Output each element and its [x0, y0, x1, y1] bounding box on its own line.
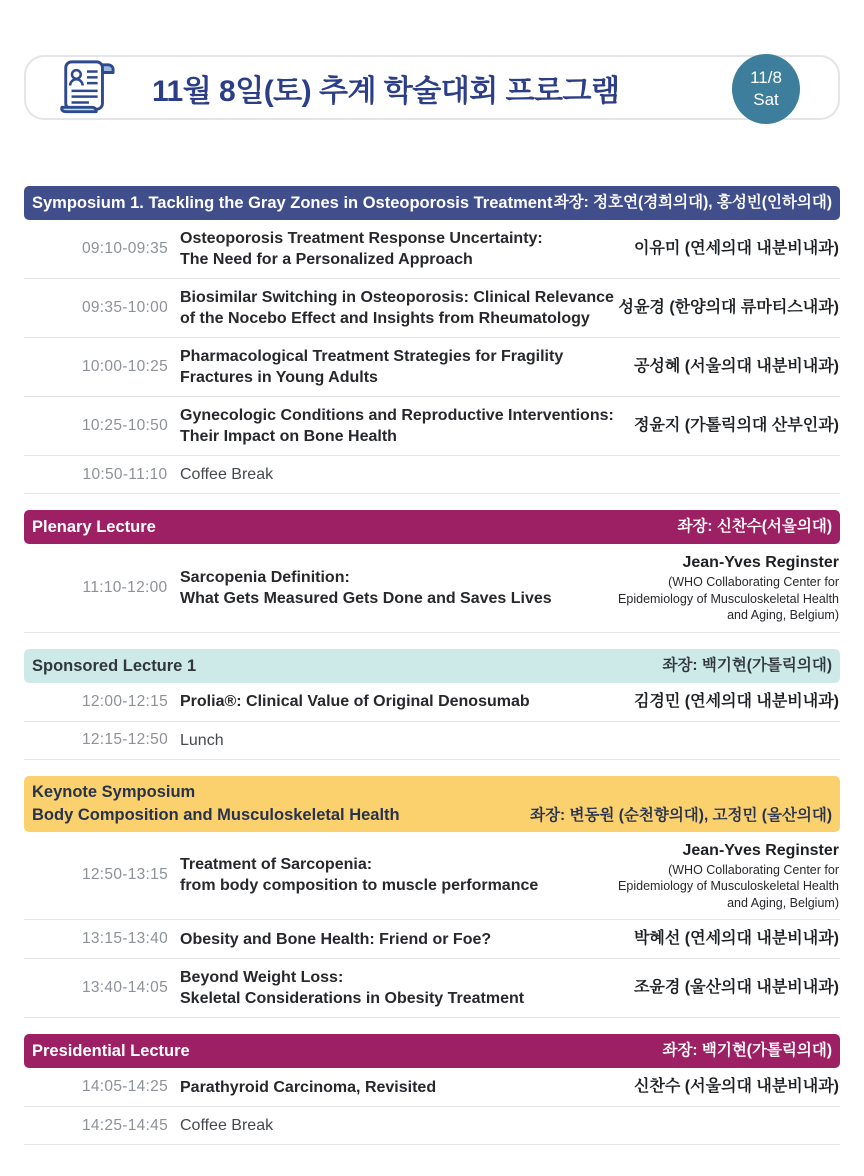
section-chair: 좌장: 변동원 (순천향의대), 고정민 (울산의대)	[530, 806, 832, 824]
speaker-name: 공성혜 (서울의대 내분비내과)	[633, 358, 839, 375]
section-bar	[24, 1034, 840, 1068]
section-title-line: Sponsored Lecture 1	[32, 656, 197, 675]
date-badge-date: 11/8	[750, 68, 782, 87]
session-title-line: Obesity and Bone Health: Friend or Foe?	[180, 930, 492, 948]
speaker-affiliation-line: (WHO Collaborating Center for	[668, 575, 839, 589]
speaker-name: 신찬수 (서울의대 내분비내과)	[633, 1078, 839, 1095]
session-title-line: Beyond Weight Loss:	[180, 969, 344, 986]
speaker-affiliation-line: Epidemiology of Musculoskeletal Health	[618, 591, 839, 606]
session-row	[24, 959, 840, 1018]
session-time: 13:40-14:05	[81, 979, 169, 996]
section-title	[32, 517, 156, 537]
session-title-line: Pharmacological Treatment Strategies for Fragility	[180, 348, 564, 365]
section-rows	[24, 544, 840, 633]
section-chair: 좌장: 신찬수(서울의대)	[677, 518, 832, 535]
speaker-name: Jean-Yves Reginster	[682, 554, 839, 571]
section-title	[32, 193, 553, 213]
section-rows	[24, 1068, 840, 1145]
section-bar	[24, 776, 840, 832]
section-title-line: Presidential Lecture	[32, 1042, 190, 1060]
section-rows	[24, 220, 840, 494]
session-speaker	[619, 297, 840, 319]
session-title-line: Biosimilar Switching in Osteoporosis: Clinical Relevance	[180, 289, 614, 306]
session-row	[24, 1107, 840, 1145]
session-time: 10:00-10:25	[81, 358, 169, 375]
session-speaker	[634, 238, 840, 260]
session-row	[24, 338, 840, 397]
session-speaker	[634, 356, 840, 378]
session-title	[174, 967, 622, 1009]
session-title	[174, 691, 622, 712]
section-title-line: Symposium 1. Tackling the Gray Zones in Osteoporosis Treatment	[32, 194, 553, 212]
section-title	[32, 781, 400, 827]
session-speaker	[634, 691, 840, 713]
section-chair: 좌장: 백기현(가톨릭의대)	[662, 656, 832, 674]
program-section	[24, 186, 840, 494]
section-bar	[24, 186, 840, 220]
speaker-name: 김경민 (연세의대 내분비내과)	[633, 692, 839, 710]
speaker-name: 이유미 (연세의대 내분비내과)	[633, 240, 839, 257]
session-title-line: Osteoporosis Treatment Response Uncertainty:	[180, 230, 543, 247]
program-sections	[24, 186, 840, 1145]
program-section	[24, 649, 840, 760]
session-title-line: Treatment of Sarcopenia:	[180, 856, 373, 874]
speaker-name: 정윤지 (가톨릭의대 산부인과)	[633, 417, 839, 434]
speaker-affiliation-line: and Aging, Belgium)	[727, 608, 839, 622]
session-title-line: of the Nocebo Effect and Insights from Rheumatology	[180, 310, 590, 327]
session-title	[174, 346, 622, 388]
session-row	[24, 544, 840, 633]
session-title	[174, 405, 622, 447]
date-badge	[732, 54, 800, 124]
speaker-name: Jean-Yves Reginster	[682, 841, 839, 859]
session-speaker	[618, 840, 840, 912]
session-title-line: Parathyroid Carcinoma, Revisited	[180, 1078, 437, 1096]
session-title-line: from body composition to muscle performance	[180, 877, 539, 895]
section-rows	[24, 683, 840, 760]
session-speaker	[634, 1076, 840, 1098]
session-title-line: The Need for a Personalized Approach	[180, 251, 473, 268]
session-title	[174, 287, 614, 329]
session-title	[174, 929, 622, 950]
session-title-line: Sarcopenia Definition:	[180, 568, 350, 586]
session-row	[24, 1068, 840, 1107]
session-time: 12:15-12:50	[81, 731, 169, 748]
session-title	[174, 464, 840, 485]
session-row	[24, 683, 840, 722]
page-title: 11월 8일(토) 추계 학술대회 프로그램	[152, 74, 620, 108]
session-speaker	[634, 977, 840, 999]
session-title-line: Coffee Break	[180, 1117, 274, 1134]
section-title-line: Plenary Lecture	[32, 518, 156, 536]
session-title-line: Lunch	[180, 731, 224, 749]
session-title	[174, 567, 606, 609]
session-time: 10:25-10:50	[81, 417, 169, 434]
speaker-affiliation-line: (WHO Collaborating Center for	[668, 862, 839, 877]
session-title-line: Skeletal Considerations in Obesity Treatment	[180, 990, 525, 1007]
speaker-affiliation-line: and Aging, Belgium)	[727, 895, 839, 910]
program-section	[24, 510, 840, 633]
program-header-card	[24, 55, 840, 120]
session-title	[174, 854, 606, 896]
section-title-line: Keynote Symposium	[32, 782, 196, 801]
session-row	[24, 722, 840, 760]
speaker-name: 박혜선 (연세의대 내분비내과)	[633, 930, 839, 947]
session-time: 11:10-12:00	[82, 578, 168, 596]
session-row	[24, 220, 840, 279]
session-speaker	[618, 552, 840, 624]
session-title-line: Their Impact on Bone Health	[180, 428, 397, 445]
session-title	[174, 1115, 840, 1136]
date-badge-day: Sat	[753, 90, 779, 109]
session-title-line: What Gets Measured Gets Done and Saves Lives	[180, 589, 552, 607]
session-row	[24, 397, 840, 456]
session-title	[174, 1077, 622, 1098]
session-time: 12:00-12:15	[81, 692, 169, 710]
session-title	[174, 730, 840, 751]
session-time: 14:25-14:45	[81, 1116, 169, 1134]
session-speaker	[634, 415, 840, 437]
session-row	[24, 920, 840, 959]
session-time: 09:35-10:00	[81, 299, 169, 316]
section-chair: 좌장: 백기현(가톨릭의대)	[662, 1042, 832, 1059]
session-time: 09:10-09:35	[81, 240, 169, 257]
speaker-name: 조윤경 (울산의대 내분비내과)	[633, 979, 839, 996]
program-section	[24, 1034, 840, 1145]
session-time: 13:15-13:40	[81, 930, 169, 947]
program-section	[24, 776, 840, 1019]
session-time: 12:50-13:15	[81, 866, 169, 884]
session-row	[24, 456, 840, 494]
session-row	[24, 832, 840, 921]
session-speaker	[634, 928, 840, 950]
session-title-line: Fractures in Young Adults	[180, 369, 378, 386]
section-rows	[24, 832, 840, 1019]
session-row	[24, 279, 840, 338]
session-title-line: Gynecologic Conditions and Reproductive Interventions:	[180, 407, 614, 424]
section-bar	[24, 649, 840, 683]
session-title-line: Coffee Break	[180, 466, 274, 483]
section-chair: 좌장: 정호연(경희의대), 홍성빈(인하의대)	[553, 194, 832, 211]
speaker-name: 성윤경 (한양의대 류마티스내과)	[618, 299, 839, 316]
session-time: 10:50-11:10	[82, 465, 168, 483]
section-title	[32, 1041, 190, 1061]
speaker-affiliation-line: Epidemiology of Musculoskeletal Health	[618, 879, 839, 893]
section-title	[32, 656, 196, 676]
session-title	[174, 228, 622, 270]
scroll-program-icon	[56, 58, 118, 116]
section-title-line: Body Composition and Musculoskeletal Health	[32, 805, 400, 824]
session-time: 14:05-14:25	[81, 1078, 169, 1095]
section-bar	[24, 510, 840, 544]
session-title-line: Prolia®: Clinical Value of Original Denosumab	[180, 693, 530, 710]
